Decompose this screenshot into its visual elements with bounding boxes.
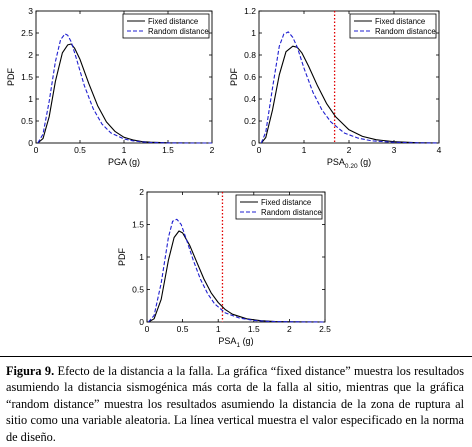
legend-label: Random distance bbox=[148, 27, 209, 36]
y-axis-label: PDF bbox=[6, 68, 16, 86]
x-tick-label: 2 bbox=[287, 324, 292, 334]
x-tick-label: 2 bbox=[346, 145, 352, 155]
legend-label: Fixed distance bbox=[261, 198, 312, 207]
figure-caption bbox=[6, 363, 464, 445]
x-tick-label: 0 bbox=[33, 145, 39, 155]
x-tick-label: 3 bbox=[391, 145, 397, 155]
x-tick-label: 1.5 bbox=[247, 324, 260, 334]
y-axis-label: PDF bbox=[229, 68, 239, 86]
x-tick-label: 0.5 bbox=[176, 324, 189, 334]
y-tick-label: 1.5 bbox=[21, 72, 33, 82]
x-axis-label: $PSA_{0.20}$ (g) bbox=[326, 157, 372, 170]
x-tick-label: 0 bbox=[144, 324, 150, 334]
y-tick-label: 1.5 bbox=[132, 219, 144, 230]
y-tick-label: 0.5 bbox=[132, 284, 144, 295]
y-tick-label: 0.4 bbox=[244, 94, 256, 104]
x-tick-label: 1.5 bbox=[162, 145, 174, 155]
y-tick-label: 0.8 bbox=[244, 50, 256, 60]
y-tick-label: 1 bbox=[28, 94, 33, 104]
x-tick-label: 0 bbox=[256, 145, 262, 155]
y-tick-label: 2 bbox=[28, 50, 33, 60]
x-tick-label: 1 bbox=[215, 324, 221, 334]
x-tick-label: 2 bbox=[209, 145, 215, 155]
y-tick-label: 0.2 bbox=[244, 116, 256, 126]
y-axis-label: PDF bbox=[117, 248, 127, 266]
y-tick-label: 2.5 bbox=[21, 28, 33, 38]
x-tick-label: 4 bbox=[436, 145, 442, 155]
y-tick-label: 3 bbox=[28, 6, 33, 16]
caption-text: Efecto de la distancia a la falla. La gráfica “fixed distance” muestra los resultados asumiendo la distancia sismogénica más corta de la falla al sitio, mientras que la gráfica “random distance” muestra los resultados asumiendo la distancia de la zona de ruptura al sitio como una variable aleatoria. La línea vertical muestra el valor especificado en la norma de diseño. bbox=[6, 364, 464, 444]
x-axis-label: $PSA_1$ (g) bbox=[218, 336, 254, 349]
legend-label: Fixed distance bbox=[375, 17, 426, 26]
x-tick-label: 1 bbox=[301, 145, 307, 155]
x-tick-label: 2.5 bbox=[319, 324, 331, 334]
y-tick-label: 1 bbox=[139, 252, 144, 262]
x-tick-label: 1 bbox=[121, 145, 127, 155]
y-tick-label: 0 bbox=[139, 317, 144, 327]
caption-label: Figura 9. bbox=[6, 364, 55, 378]
x-tick-label: 0.5 bbox=[74, 145, 86, 155]
y-tick-label: 2 bbox=[139, 187, 144, 197]
legend-label: Fixed distance bbox=[148, 17, 199, 26]
y-tick-label: 0 bbox=[28, 138, 33, 148]
caption-rule bbox=[0, 356, 472, 357]
x-axis-label: PGA (g) bbox=[107, 157, 141, 167]
y-tick-label: 0.5 bbox=[21, 116, 33, 126]
legend-label: Random distance bbox=[261, 208, 322, 217]
y-tick-label: 1.2 bbox=[244, 6, 256, 16]
y-tick-label: 1 bbox=[251, 28, 256, 38]
legend-label: Random distance bbox=[375, 27, 436, 36]
y-tick-label: 0 bbox=[251, 138, 256, 148]
y-tick-label: 0.6 bbox=[244, 72, 256, 82]
